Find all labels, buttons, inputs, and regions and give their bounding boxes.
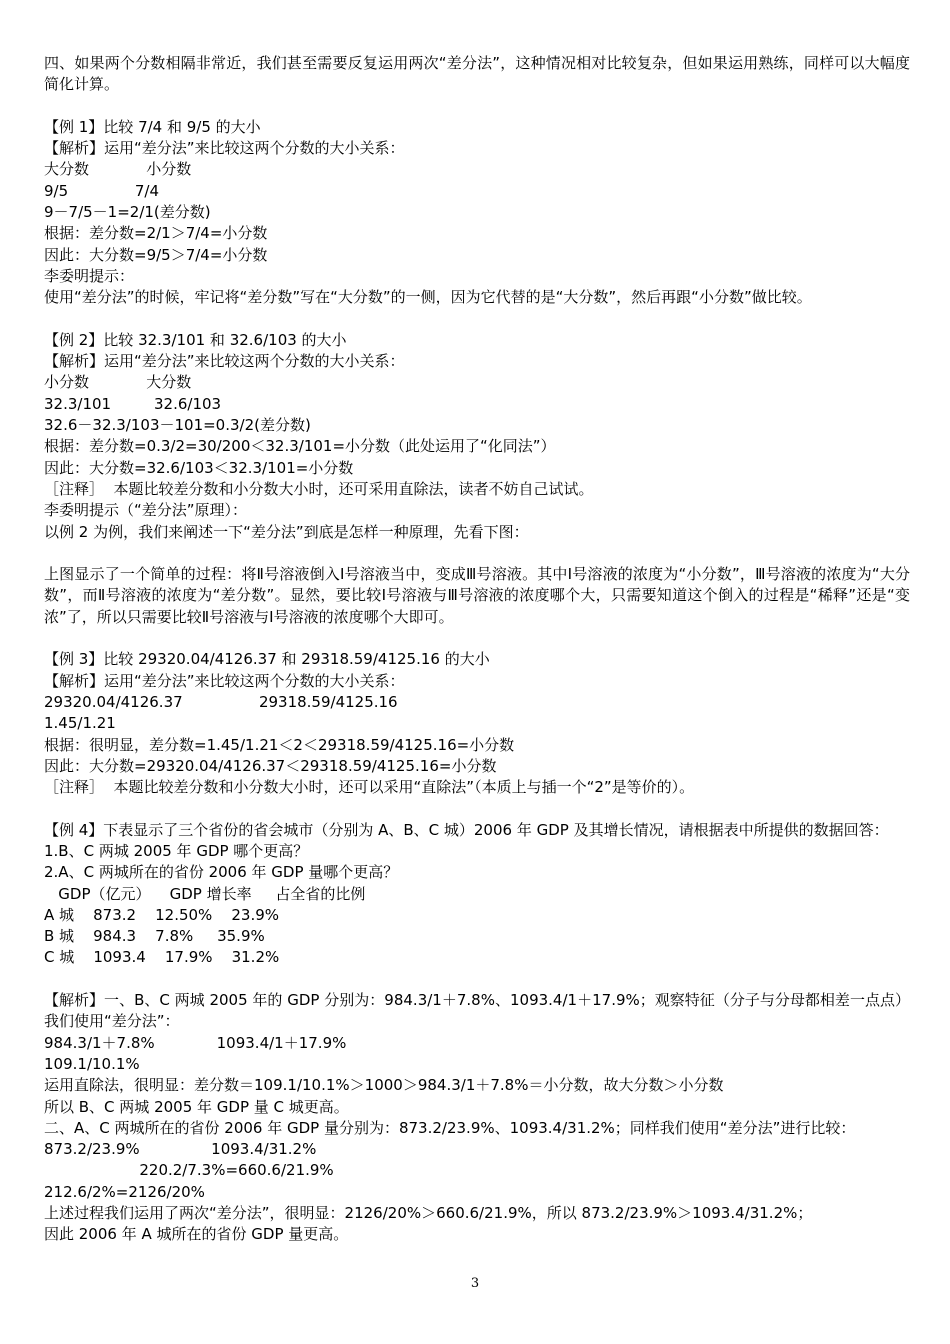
- example4-conclusion-1: 所以 B、C 两城 2005 年 GDP 量 C 城更高。: [44, 1097, 349, 1116]
- example4-diff-3: 212.6/2%=2126/20%: [44, 1182, 205, 1201]
- example2-analysis: 【解析】运用“差分法”来比较这两个分数的大小关系：: [44, 352, 405, 371]
- blank-line: [44, 96, 910, 117]
- example2-fractions: 32.3/101 32.6/103: [44, 394, 222, 413]
- section4-paragraph: 四、如果两个分数相隔非常近，我们甚至需要反复运用两次“差分法”，这种情况相对比较复杂，但如果运用熟练，同样可以大幅度简化计算。: [44, 54, 910, 94]
- example4-title: 【例 4】下表显示了三个省份的省会城市（分别为 A、B、C 城）2006 年 GDP 及其增长情况，请根据表中所提供的数据回答：: [44, 820, 889, 839]
- example1-title: 【例 1】比较 7/4 和 9/5 的大小: [44, 117, 261, 136]
- example4-fractions-2: 873.2/23.9% 1093.4/31.2%: [44, 1140, 317, 1159]
- example2-title: 【例 2】比较 32.3/101 和 32.6/103 的大小: [44, 330, 347, 349]
- example1-header: 大分数 小分数: [44, 160, 192, 179]
- example1-therefore: 因此：大分数=9/5＞7/4=小分数: [44, 245, 268, 264]
- blank-line: [44, 969, 910, 990]
- gdp-table-row-c: C 城 1093.4 17.9% 31.2%: [44, 948, 280, 967]
- example1-tip-label: 李委明提示：: [44, 266, 135, 285]
- example2-note: ［注释］ 本题比较差分数和小分数大小时，还可采用直除法，读者不妨自己试试。: [44, 479, 594, 498]
- gdp-table-row-b: B 城 984.3 7.8% 35.9%: [44, 927, 265, 946]
- gdp-table-row-a: A 城 873.2 12.50% 23.9%: [44, 905, 280, 924]
- example4-diff-2: 220.2/7.3%=660.6/21.9%: [44, 1161, 334, 1180]
- example2-basis: 根据：差分数=0.3/2=30/200＜32.3/101=小分数（此处运用了“化同法”）: [44, 437, 556, 456]
- example4-question-1: 1.B、C 两城 2005 年 GDP 哪个更高？: [44, 841, 309, 860]
- blank-line: [44, 543, 910, 564]
- example3-fractions: 29320.04/4126.37 29318.59/4125.16: [44, 692, 398, 711]
- gdp-table-header: GDP（亿元） GDP 增长率 占全省的比例: [44, 884, 366, 903]
- example2-header: 小分数 大分数: [44, 373, 192, 392]
- example4-solution-part1: 【解析】一、B、C 两城 2005 年的 GDP 分别为：984.3/1＋7.8%、1093.4/1＋17.9%；观察特征（分子与分母都相差一点点）我们使用“差分法”：: [44, 991, 910, 1031]
- example4-question-2: 2.A、C 两城所在的省份 2006 年 GDP 量哪个更高？: [44, 863, 399, 882]
- example1-analysis: 【解析】运用“差分法”来比较这两个分数的大小关系：: [44, 139, 405, 158]
- example3-analysis: 【解析】运用“差分法”来比较这两个分数的大小关系：: [44, 671, 405, 690]
- example1-tip: 使用“差分法”的时候，牢记将“差分数”写在“大分数”的一侧，因为它代替的是“大分数”，然后再跟“小分数”做比较。: [44, 288, 812, 307]
- example1-basis: 根据：差分数=2/1＞7/4=小分数: [44, 224, 268, 243]
- example2-tip-label: 李委明提示（“差分法”原理）：: [44, 501, 248, 520]
- example3-therefore: 因此：大分数=29320.04/4126.37＜29318.59/4125.16=小分数: [44, 756, 497, 775]
- example1-fractions: 9/5 7/4: [44, 181, 160, 200]
- document-page: [44, 53, 910, 1246]
- example2-explanation: 上图显示了一个简单的过程：将Ⅱ号溶液倒入Ⅰ号溶液当中，变成Ⅲ号溶液。其中Ⅰ号溶液的浓度为“小分数”，Ⅲ号溶液的浓度为“大分数”，而Ⅱ号溶液的浓度为“差分数”。显然，要比较Ⅰ号溶液与Ⅲ号溶液的浓度哪个大，只需要知道这个倒入的过程是“稀释”还是“变浓”了，所以只需要比较Ⅱ号溶液与Ⅰ号溶液的浓度哪个大即可。: [44, 565, 910, 626]
- example2-therefore: 因此：大分数=32.6/103＜32.3/101=小分数: [44, 458, 354, 477]
- example3-diff: 1.45/1.21: [44, 714, 116, 733]
- page-number: 3: [470, 1276, 480, 1291]
- example4-reason-1: 运用直除法，很明显：差分数＝109.1/10.1%＞1000＞984.3/1＋7.8%＝小分数，故大分数＞小分数: [44, 1076, 724, 1095]
- example3-title: 【例 3】比较 29320.04/4126.37 和 29318.59/4125.16 的大小: [44, 650, 490, 669]
- example3-basis: 根据：很明显，差分数=1.45/1.21＜2＜29318.59/4125.16=小分数: [44, 735, 515, 754]
- example4-diff-1: 109.1/10.1%: [44, 1054, 140, 1073]
- example4-solution-part2: 二、A、C 两城所在的省份 2006 年 GDP 量分别为：873.2/23.9%、1093.4/31.2%；同样我们使用“差分法”进行比较：: [44, 1118, 856, 1137]
- example4-conclusion-2: 因此 2006 年 A 城所在的省份 GDP 量更高。: [44, 1225, 349, 1244]
- example2-diff: 32.6－32.3/103－101=0.3/2(差分数): [44, 416, 311, 435]
- example4-fractions-1: 984.3/1＋7.8% 1093.4/1＋17.9%: [44, 1033, 347, 1052]
- example4-reason-2: 上述过程我们运用了两次“差分法”，很明显：2126/20%＞660.6/21.9%，所以 873.2/23.9%＞1093.4/31.2%；: [44, 1204, 813, 1223]
- blank-line: [44, 309, 910, 330]
- blank-line: [44, 628, 910, 649]
- example1-diff: 9－7/5－1=2/1(差分数): [44, 203, 211, 222]
- blank-line: [44, 798, 910, 819]
- example3-note: ［注释］ 本题比较差分数和小分数大小时，还可以采用“直除法”（本质上与插一个“2”是等价的）。: [44, 778, 695, 797]
- gdp-table: [44, 884, 910, 969]
- example2-intro: 以例 2 为例，我们来阐述一下“差分法”到底是怎样一种原理，先看下图：: [44, 522, 529, 541]
